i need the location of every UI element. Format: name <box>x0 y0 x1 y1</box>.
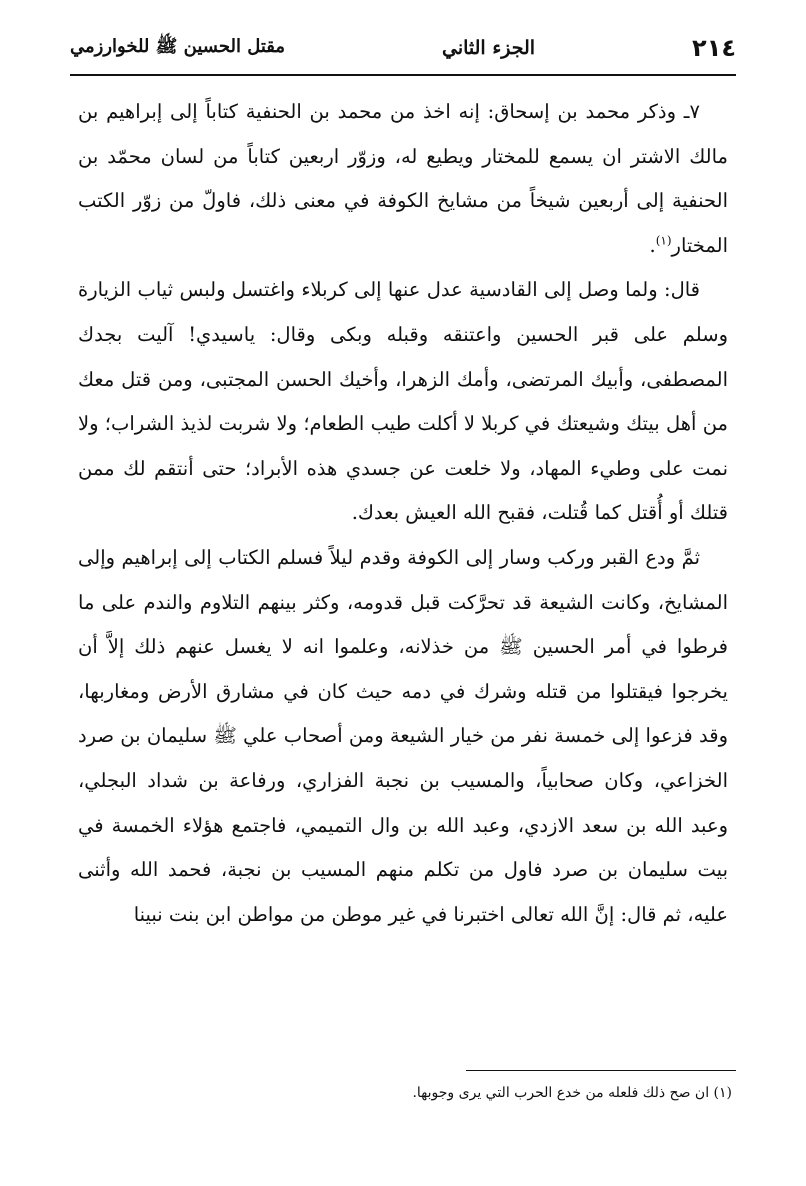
footnote-divider <box>466 1070 736 1071</box>
page-body <box>78 90 728 1050</box>
footnote: (١) ان صح ذلك فلعله من خدع الحرب التي يرى وجوبها. <box>412 1085 732 1101</box>
paragraph-tail: . <box>649 233 656 257</box>
page-header <box>70 26 736 70</box>
header-divider <box>70 74 736 76</box>
paragraph: قال: ولما وصل إلى القادسية عدل عنها إلى كربلاء واغتسل ولبس ثياب الزيارة وسلم على قبر الحسين واعتنقه وقبله وبكى وقال: ياسيدي! آليت بجدك المصطفى، وأبيك المرتضى، وأمك الزهرا، وأخيك الحسن المجتبى، ومن قتل معك من أهل بيتك وشيعتك في كربلا لا أكلت طيب الطعام؛ ولا شربت لذيذ الشراب؛ ولا نمت على وطيء المهاد، ولا خلعت عن جسدي هذه الأبراد؛ حتى أنتقم لك ممن قتلك أو أُقتل كما قُتلت، فقبح الله العيش بعدك. <box>78 278 728 525</box>
part-title: الجزء الثاني <box>442 37 536 59</box>
page-number: ٢١٤ <box>692 34 736 62</box>
paragraph: ثمَّ ودع القبر وركب وسار إلى الكوفة وقدم ليلاً فسلم الكتاب إلى إبراهيم وإلى المشايخ، وكانت الشيعة قد تحرَّكت قبل قدومه، وكثر بينهم التلاوم والندم على ما فرطوا في أمر الحسين ﷺ من خذلانه، وعلموا انه لا يغسل عنهم ذلك إلاَّ أن يخرجوا فيقتلوا من قتله وشرك في دمه حيث كان في مشارق الأرض ومغاربها، وقد فزعوا إلى خمسة نفر من خيار الشيعة ومن أصحاب علي ﷺ سليمان بن صرد الخزاعي، وكان صحابياً، والمسيب بن نجبة الفزاري، ورفاعة بن شداد البجلي، وعبد الله بن سعد الازدي، وعبد الله بن وال التميمي، فاجتمع هؤلاء الخمسة في بيت سليمان بن صرد فاول من تكلم منهم المسيب بن نجبة، فحمد الله وأثنى عليه، ثم قال: إنَّ الله تعالى اختبرنا في غير موطن من مواطن ابن بنت نبينا <box>78 545 728 926</box>
footnote-reference: (١) <box>655 233 672 248</box>
paragraph-text: ٧ـ وذكر محمد بن إسحاق: إنه اخذ من محمد بن الحنفية كتاباً إلى إبراهيم بن مالك الاشتر ان يسمع للمختار ويطيع له، وزوّر اربعين كتاباً من لسان محمّد بن الحنفية إلى أربعين شيخاً من مشايخ الكوفة في معنى ذلك، فاولّ من زوّر الكتب المختار <box>78 100 728 257</box>
book-title: مقتل الحسين ﷺ للخوارزمي <box>70 36 286 57</box>
paragraph <box>78 90 728 268</box>
